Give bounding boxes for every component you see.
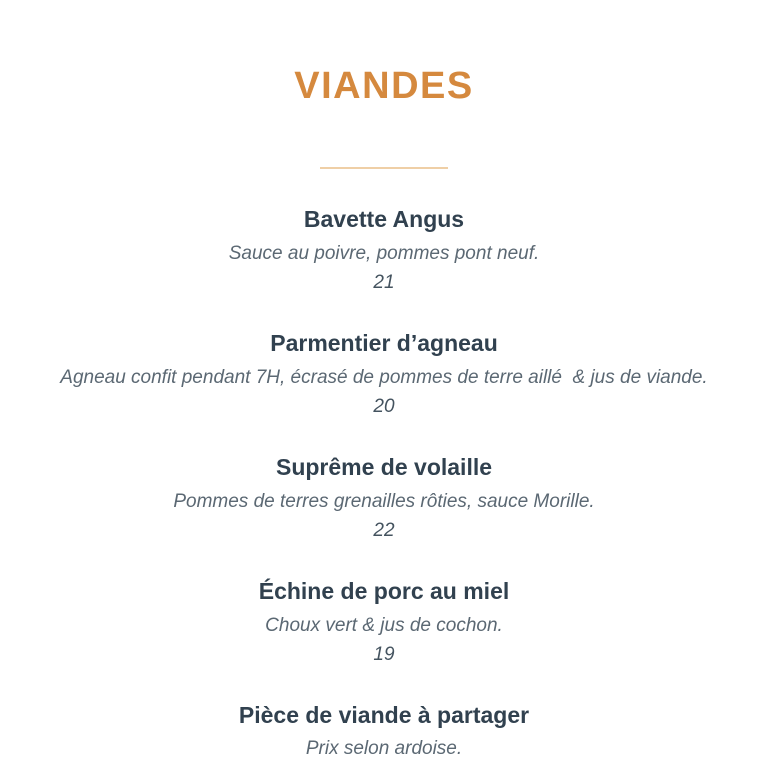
dish-description: Agneau confit pendant 7H, écrasé de pommes de terre aillé & jus de viande.	[60, 366, 708, 388]
dish-name: Échine de porc au miel	[258, 578, 510, 605]
dish-description: Choux vert & jus de cochon.	[265, 614, 503, 636]
title-divider	[320, 167, 448, 169]
menu-item	[0, 330, 768, 419]
dish-name: Pièce de viande à partager	[238, 702, 530, 728]
page-title: VIANDES	[294, 65, 474, 107]
dish-name: Bavette Angus	[303, 206, 465, 233]
dish-name: Suprême de volaille	[275, 454, 493, 481]
menu-item	[0, 578, 768, 667]
dish-description: Sauce au poivre, pommes pont neuf.	[228, 242, 540, 264]
dish-name: Parmentier d’agneau	[270, 330, 498, 357]
dish-description: Prix selon ardoise.	[305, 738, 463, 760]
menu-item	[0, 454, 768, 543]
dish-price: 21	[373, 272, 395, 294]
menu-item	[0, 702, 768, 761]
menu-section	[0, 171, 768, 761]
dish-price: 20	[373, 396, 395, 418]
dish-price: 22	[373, 520, 395, 542]
menu-item	[0, 206, 768, 295]
dish-description: Pommes de terres grenailles rôties, sauce Morille.	[173, 490, 595, 512]
dish-price: 19	[373, 644, 395, 666]
